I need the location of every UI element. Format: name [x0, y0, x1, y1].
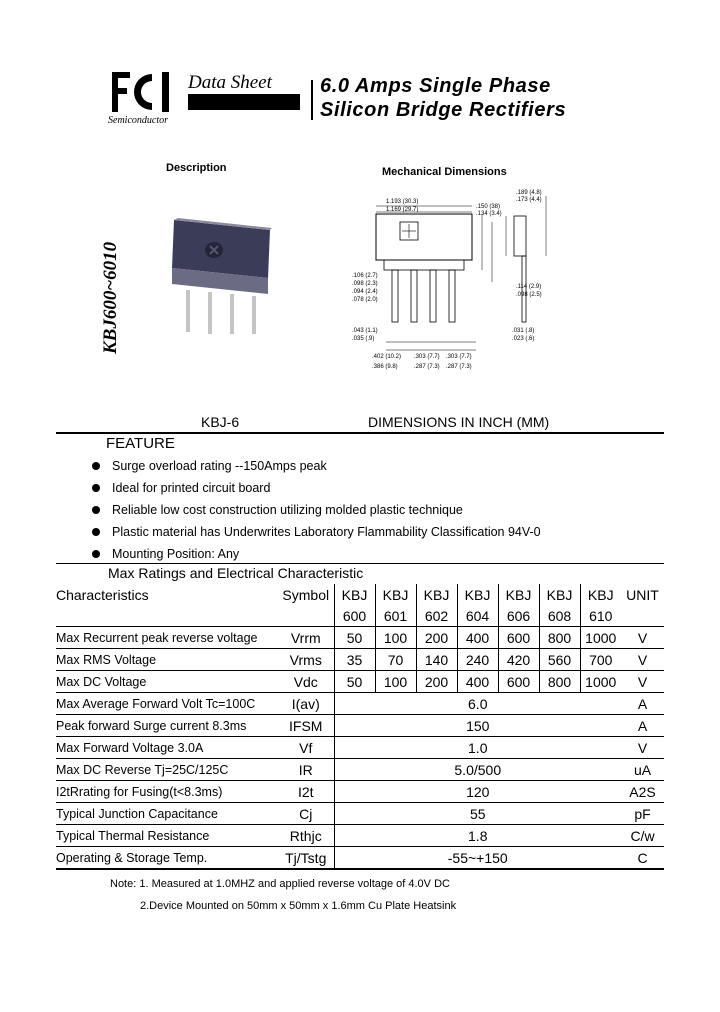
symbol-header: Symbol — [282, 586, 330, 603]
unit-cell: C/w — [621, 825, 664, 847]
model-prefix: KBJ — [498, 584, 539, 605]
characteristic-name: Typical Junction Capacitance — [56, 803, 278, 825]
characteristic-name: I2tRrating for Fusing(t<8.3ms) — [56, 781, 278, 803]
dim-text: .150 (38) — [476, 204, 501, 210]
model-number: 606 — [498, 605, 539, 627]
feature-heading: FEATURE — [106, 435, 175, 452]
model-prefix: KBJ — [580, 584, 621, 605]
table-row — [56, 781, 664, 803]
value-cell: 1000 — [580, 671, 621, 693]
model-number: 600 — [334, 605, 375, 627]
model-number: 601 — [375, 605, 416, 627]
dim-text: .303 (7.7) — [414, 354, 440, 360]
value-cell: 50 — [334, 627, 375, 649]
table-row — [56, 715, 664, 737]
symbol-cell: IFSM — [278, 715, 334, 737]
symbol-cell: I2t — [278, 781, 334, 803]
mechanical-dimensions-label: Mechanical Dimensions — [382, 166, 507, 178]
table-row — [56, 627, 664, 649]
dim-text: .134 (3.4) — [476, 211, 502, 217]
value-cell: 1.0 — [334, 737, 621, 759]
model-number: 610 — [580, 605, 621, 627]
symbol-cell: Tj/Tstg — [278, 847, 334, 870]
bridge-rectifier-photo — [168, 216, 274, 336]
characteristic-name: Typical Thermal Resistance — [56, 825, 278, 847]
model-prefix: KBJ — [375, 584, 416, 605]
feature-item — [90, 478, 541, 500]
table-row — [56, 825, 664, 847]
dimensions-unit-label: DIMENSIONS IN INCH (MM) — [368, 414, 550, 430]
bullet-icon — [92, 528, 100, 536]
table-row — [56, 693, 664, 715]
table-row — [56, 671, 664, 693]
description-label: Description — [166, 162, 227, 174]
characteristic-name: Peak forward Surge current 8.3ms — [56, 715, 278, 737]
table-header-row — [56, 605, 664, 627]
dim-text: .114 (2.9) — [516, 284, 542, 290]
value-cell: 420 — [498, 649, 539, 671]
feature-text: Reliable low cost construction utilizing molded plastic technique — [112, 503, 463, 517]
dim-text: 1.169 (29.7) — [386, 207, 419, 213]
symbol-cell: Vf — [278, 737, 334, 759]
symbol-cell: IR — [278, 759, 334, 781]
dim-text: .106 (2.7) — [352, 273, 378, 279]
symbol-cell: Vrms — [278, 649, 334, 671]
value-cell: 100 — [375, 627, 416, 649]
mechanical-drawing — [346, 182, 566, 374]
value-cell: 600 — [498, 627, 539, 649]
model-number: 602 — [416, 605, 457, 627]
dim-text: .035 (.9) — [352, 336, 375, 342]
divider — [56, 563, 664, 564]
header-bar — [188, 94, 300, 110]
value-cell: 600 — [498, 671, 539, 693]
table-row — [56, 803, 664, 825]
feature-text: Surge overload rating --150Amps peak — [112, 459, 327, 473]
value-cell: 6.0 — [334, 693, 621, 715]
unit-cell: V — [621, 671, 664, 693]
header-divider — [311, 80, 313, 120]
feature-text: Ideal for printed circuit board — [112, 481, 271, 495]
feature-item — [90, 500, 541, 522]
bullet-icon — [92, 462, 100, 470]
value-cell: 800 — [539, 627, 580, 649]
ratings-table — [56, 584, 664, 870]
symbol-cell: Cj — [278, 803, 334, 825]
model-prefix: KBJ — [539, 584, 580, 605]
characteristic-name: Max RMS Voltage — [56, 649, 278, 671]
model-prefix: KBJ — [334, 584, 375, 605]
value-cell: 55 — [334, 803, 621, 825]
dim-text: .031 (.8) — [512, 328, 535, 334]
feature-item — [90, 522, 541, 544]
vertical-part-number — [94, 212, 124, 362]
table-header-row — [56, 584, 664, 605]
title-line-2: Silicon Bridge Rectifiers — [320, 99, 567, 121]
characteristic-name: Max Forward Voltage 3.0A — [56, 737, 278, 759]
value-cell: 100 — [375, 671, 416, 693]
unit-cell: A — [621, 715, 664, 737]
table-row — [56, 759, 664, 781]
dim-text: .043 (1.1) — [352, 328, 378, 334]
feature-item — [90, 456, 541, 478]
unit-cell: uA — [621, 759, 664, 781]
value-cell: 140 — [416, 649, 457, 671]
model-prefix: KBJ — [416, 584, 457, 605]
value-cell: 200 — [416, 627, 457, 649]
divider — [56, 432, 664, 434]
unit-cell: pF — [621, 803, 664, 825]
dim-text: .287 (7.3) — [414, 364, 440, 370]
value-cell: 400 — [457, 627, 498, 649]
model-number: 608 — [539, 605, 580, 627]
semiconductor-label: Semiconductor — [108, 115, 168, 126]
value-cell: 70 — [375, 649, 416, 671]
dim-text: .098 (2.3) — [352, 281, 378, 287]
fci-logo — [112, 72, 180, 112]
symbol-cell: Vdc — [278, 671, 334, 693]
unit-cell: V — [621, 649, 664, 671]
bullet-icon — [92, 550, 100, 558]
feature-text: Plastic material has Underwrites Laboratory Flammability Classification 94V-0 — [112, 525, 541, 539]
value-cell: 200 — [416, 671, 457, 693]
value-cell: 240 — [457, 649, 498, 671]
characteristic-name: Operating & Storage Temp. — [56, 847, 278, 870]
data-sheet-label: Data Sheet — [188, 72, 272, 93]
value-cell: -55~+150 — [334, 847, 621, 870]
dim-text: .287 (7.3) — [446, 364, 472, 370]
characteristic-name: Max Recurrent peak reverse voltage — [56, 627, 278, 649]
value-cell: 5.0/500 — [334, 759, 621, 781]
value-cell: 50 — [334, 671, 375, 693]
unit-cell: V — [621, 627, 664, 649]
bullet-icon — [92, 506, 100, 514]
dim-text: .173 (4.4) — [516, 197, 542, 203]
dim-text: .094 (2.4) — [352, 289, 378, 295]
dim-text: .402 (10.2) — [372, 354, 402, 360]
vertical-part-text: KBJ600~6010 — [100, 241, 121, 354]
note-2: 2.Device Mounted on 50mm x 50mm x 1.6mm Cu Plate Heatsink — [140, 900, 457, 912]
value-cell: 1000 — [580, 627, 621, 649]
table-row — [56, 649, 664, 671]
value-cell: 35 — [334, 649, 375, 671]
value-cell: 800 — [539, 671, 580, 693]
value-cell: 120 — [334, 781, 621, 803]
max-ratings-heading: Max Ratings and Electrical Characteristic — [108, 565, 364, 581]
value-cell: 560 — [539, 649, 580, 671]
dim-text: .386 (9.8) — [372, 364, 398, 370]
package-label: KBJ-6 — [201, 414, 240, 430]
unit-cell: A2S — [621, 781, 664, 803]
characteristic-name: Max DC Reverse Tj=25C/125C — [56, 759, 278, 781]
dim-text: .189 (4.8) — [516, 190, 542, 196]
symbol-cell: Rthjc — [278, 825, 334, 847]
unit-header: UNIT — [626, 586, 659, 603]
value-cell: 400 — [457, 671, 498, 693]
table-row — [56, 847, 664, 870]
title-line-1: 6.0 Amps Single Phase — [320, 75, 551, 97]
symbol-cell: Vrrm — [278, 627, 334, 649]
dim-text: .023 (.6) — [512, 336, 535, 342]
bullet-icon — [92, 484, 100, 492]
dim-text: .098 (2.5) — [516, 292, 542, 298]
note-1: Note: 1. Measured at 1.0MHZ and applied reverse voltage of 4.0V DC — [110, 878, 450, 890]
unit-cell: C — [621, 847, 664, 870]
feature-text: Mounting Position: Any — [112, 547, 240, 561]
symbol-cell: I(av) — [278, 693, 334, 715]
model-number: 604 — [457, 605, 498, 627]
characteristic-name: Max Average Forward Volt Tc=100C — [56, 693, 278, 715]
feature-list — [90, 456, 541, 566]
table-row — [56, 737, 664, 759]
dim-text: .078 (2.0) — [352, 297, 378, 303]
characteristic-name: Max DC Voltage — [56, 671, 278, 693]
unit-cell: A — [621, 693, 664, 715]
characteristics-header: Characteristics — [56, 586, 149, 603]
value-cell: 150 — [334, 715, 621, 737]
value-cell: 700 — [580, 649, 621, 671]
model-prefix: KBJ — [457, 584, 498, 605]
dim-text: 1.193 (30.3) — [386, 199, 419, 205]
value-cell: 1.8 — [334, 825, 621, 847]
unit-cell: V — [621, 737, 664, 759]
dim-text: .303 (7.7) — [446, 354, 472, 360]
